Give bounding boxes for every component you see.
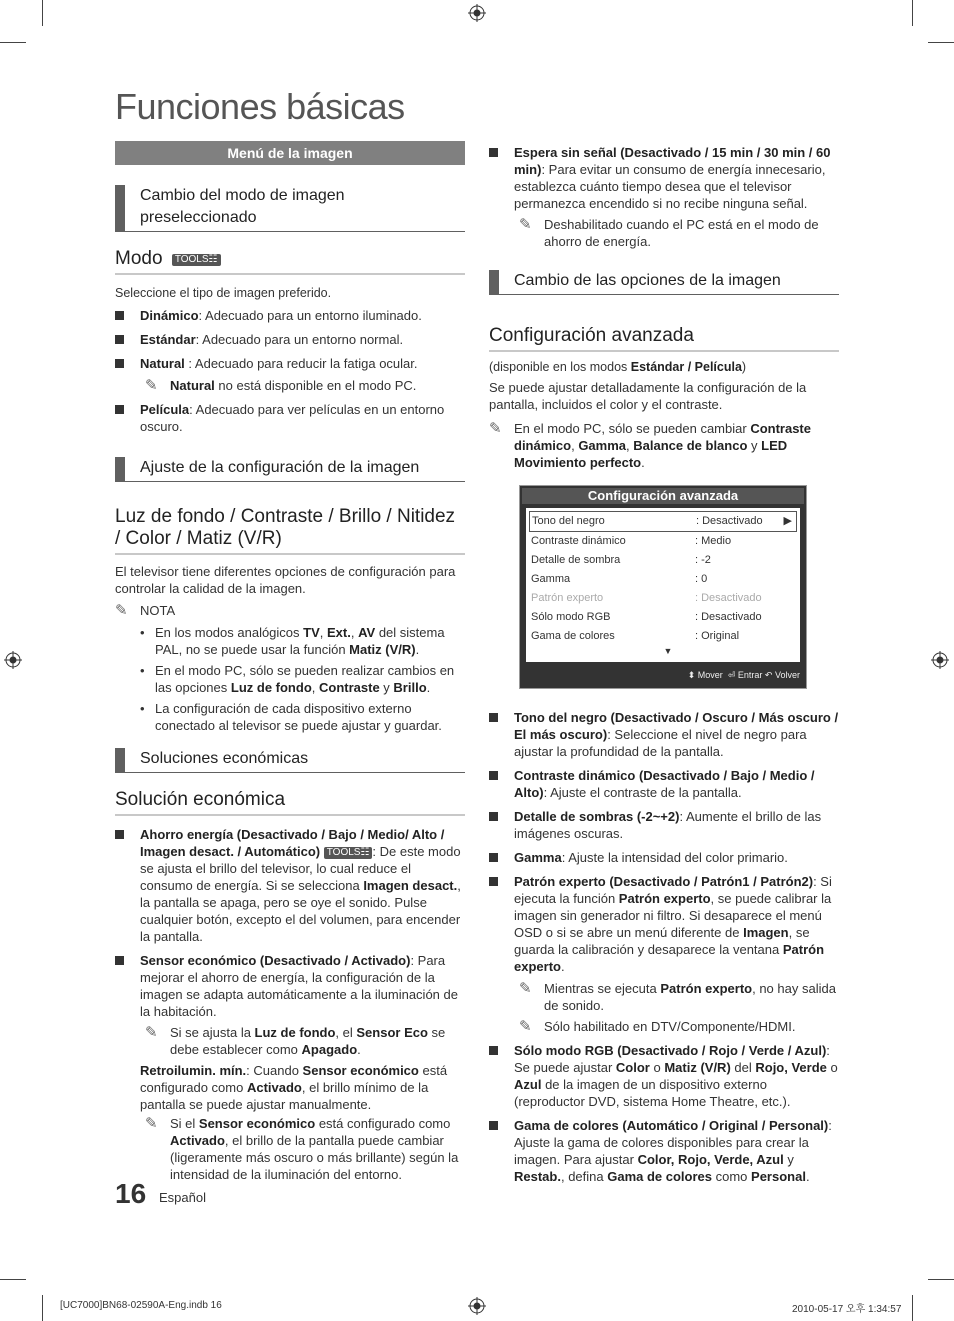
return-icon: ↶ xyxy=(764,670,773,680)
osd-title: Configuración avanzada xyxy=(522,488,804,504)
list-item: Dinámico: Adecuado para un entorno iluminado. xyxy=(115,307,465,324)
arrow-right-icon: ▶ xyxy=(783,515,792,527)
pencil-note-icon: ✎ xyxy=(519,980,532,997)
osd-menu-row[interactable]: Gamma : 0 xyxy=(531,573,708,585)
note-heading: ✎ NOTA xyxy=(115,602,176,619)
osd-menu-list xyxy=(526,508,800,662)
footer-file-info: [UC7000]BN68-02590A-Eng.indb 16 xyxy=(60,1300,222,1311)
page-language: Español xyxy=(159,1190,206,1205)
heading-text: Modo xyxy=(115,248,163,269)
crop-mark xyxy=(928,1279,954,1280)
list-item: Gama de colores (Automático / Original / Personal): Ajuste la gama de colores disponibles para crear la imagen. Para ajustar Color, Rojo, Verde, Azul y Restab., defina Gama de colores como Personal. xyxy=(489,1117,839,1185)
tools-icon: TOOLS☷ xyxy=(324,847,373,859)
list-item: Película: Adecuado para ver películas en un entorno oscuro. xyxy=(115,401,465,435)
list-item: Ahorro energía (Desactivado / Bajo / Medio/ Alto / Imagen desact. / Automático) TOOLS☷ : De este modo se ajusta el brillo del televisor, lo cual reduce el consumo de energía. Si se selecciona Imagen desact., la pantalla se apaga, pero se oye el sonido. Pulse cualquier botón, excepto el del volumen, para encender la pantalla. xyxy=(115,826,465,945)
list-item: Contraste dinámico (Desactivado / Bajo / Medio / Alto): Ajuste el contraste de la pantalla. xyxy=(489,767,839,801)
paragraph: Se puede ajustar detalladamente la configuración de la pantalla, incluidos el color y el contraste. xyxy=(489,380,807,412)
crop-mark xyxy=(42,0,43,26)
list-item: • En los modos analógicos TV, Ext., AV del sistema PAL, no se puede usar la función Matiz (V/R). xyxy=(140,625,445,657)
osd-menu-row[interactable]: Sólo modo RGB : Desactivado xyxy=(531,611,762,623)
section-banner: Menú de la imagen xyxy=(115,141,465,165)
osd-menu-row[interactable]: Detalle de sombra : -2 xyxy=(531,554,711,566)
pencil-note-icon: ✎ xyxy=(145,1024,158,1041)
subheading-picture-options: Cambio de las opciones de la imagen xyxy=(489,270,839,295)
updown-icon: ⬍ xyxy=(687,670,696,680)
enter-icon: ⏎ xyxy=(727,670,736,680)
crop-mark xyxy=(42,1295,43,1321)
subheading-preset-mode: Cambio del modo de imagen preseleccionado xyxy=(115,185,465,232)
list-item: Tono del negro (Desactivado / Oscuro / Más oscuro / El más oscuro): Seleccione el nivel de negro para ajustar la profundidad de la pantalla. xyxy=(489,709,839,760)
pencil-note-icon: ✎ xyxy=(519,1018,532,1035)
osd-menu-screenshot xyxy=(519,485,807,689)
paragraph: El televisor tiene diferentes opciones de configuración para controlar la calidad de la imagen. xyxy=(115,564,456,596)
note: ✎ Si se ajusta la Luz de fondo, el Sensor Eco se debe establecer como Apagado. xyxy=(145,1024,446,1057)
registration-mark-icon xyxy=(468,1297,486,1315)
list-item: Espera sin señal (Desactivado / 15 min / 30 min / 60 min): Para evitar un consumo de energía innecesario, establezca cuánto tiempo desea que el televisor permanezca encendido si no recibe ninguna señal. xyxy=(489,144,839,212)
paragraph: Seleccione el tipo de imagen preferido. xyxy=(115,286,332,300)
osd-menu-row[interactable]: Gama de colores : Original xyxy=(531,630,740,642)
footer-timestamp: 2010-05-17 오후 1:34:57 xyxy=(792,1304,902,1315)
page-title: Funciones básicas xyxy=(115,86,405,127)
registration-mark-icon xyxy=(4,651,22,669)
right-column xyxy=(489,141,839,1185)
osd-menu-row: Patrón experto : Desactivado xyxy=(531,592,762,604)
pencil-note-icon: ✎ xyxy=(145,377,158,394)
paragraph: Retroilumin. mín.: Cuando Sensor económico está configurado como Activado, el brillo mínimo de la pantalla se puede ajustar manualmente. xyxy=(140,1063,448,1112)
crop-mark xyxy=(928,42,954,43)
list-item: Patrón experto (Desactivado / Patrón1 / Patrón2): Si ejecuta la función Patrón experto, se puede calibrar la imagen sin generador ni filtro. Si desaparece el menú OSD o si se abre un menú diferente de Imagen, se guarda la calibración y desaparece la ventana Patrón experto. xyxy=(489,873,839,975)
heading-solucion-economica: Solución económica xyxy=(115,789,465,816)
crop-mark xyxy=(912,1295,913,1321)
heading-luz-de-fondo: Luz de fondo / Contraste / Brillo / Nitidez / Color / Matiz (V/R) xyxy=(115,506,465,555)
crop-mark xyxy=(0,1279,26,1280)
tools-icon: TOOLS☷ xyxy=(172,254,221,266)
note: ✎ Deshabilitado cuando el PC está en el modo de ahorro de energía. xyxy=(519,216,819,249)
note: ✎ Si el Sensor económico está configurado como Activado, el brillo de la pantalla puede cambiar (ligeramente más oscuro o más brillante) según la intensidad de la iluminación del entorno. xyxy=(145,1115,459,1182)
registration-mark-icon xyxy=(468,4,486,22)
note: ✎ Sólo habilitado en DTV/Componente/HDMI. xyxy=(519,1018,796,1035)
osd-menu-row[interactable]: Contraste dinámico : Medio xyxy=(531,535,732,547)
arrow-down-icon: ▼ xyxy=(663,646,673,656)
note: ✎ Mientras se ejecuta Patrón experto, no hay salida de sonido. xyxy=(519,980,836,1013)
list-item: Sólo modo RGB (Desactivado / Rojo / Verde / Azul): Se puede ajustar Color o Matiz (V/R) del Rojo, Verde o Azul de la imagen de un dispositivo externo (reproductor DVD, sistema Home Theatre, etc.). xyxy=(489,1042,839,1110)
list-item: Natural : Adecuado para reducir la fatiga ocular. xyxy=(115,355,465,372)
registration-mark-icon xyxy=(931,651,949,669)
list-item: Sensor económico (Desactivado / Activado): Para mejorar el ahorro de energía, la configuración de la imagen se adapta automáticamente a la iluminación de la habitación. xyxy=(115,952,465,1020)
pencil-note-icon: ✎ xyxy=(145,1115,158,1132)
left-column xyxy=(115,141,465,1183)
paragraph: (disponible en los modos Estándar / Película) xyxy=(489,360,747,374)
subheading-picture-settings: Ajuste de la configuración de la imagen xyxy=(115,457,465,482)
list-item: • La configuración de cada dispositivo externo conectado al televisor se puede ajustar y guardar. xyxy=(140,701,442,733)
list-item: • En el modo PC, sólo se pueden realizar cambios en las opciones Luz de fondo, Contraste y Brillo. xyxy=(140,663,455,695)
heading-configuracion-avanzada: Configuración avanzada xyxy=(489,325,839,352)
crop-mark xyxy=(912,0,913,26)
crop-mark xyxy=(0,42,26,43)
note: ✎ En el modo PC, sólo se pueden cambiar Contraste dinámico, Gamma, Balance de blanco y LED Movimiento perfecto. xyxy=(489,420,811,470)
page-number: 16 xyxy=(115,1178,147,1209)
subheading-economy: Soluciones económicas xyxy=(115,748,465,773)
osd-footer: ⬍ Mover ⏎ Entrar ↶ Volver xyxy=(687,670,800,680)
pencil-note-icon: ✎ xyxy=(519,216,532,233)
list-item: Detalle de sombras (-2~+2): Aumente el brillo de las imágenes oscuras. xyxy=(489,808,839,842)
list-item: Gamma: Ajuste la intensidad del color primario. xyxy=(489,849,839,866)
heading-modo xyxy=(115,248,465,275)
note: ✎ Natural no está disponible en el modo PC. xyxy=(145,377,417,394)
osd-menu-row[interactable]: Tono del negro : Desactivado ▶ xyxy=(529,511,797,532)
pencil-note-icon: ✎ xyxy=(489,420,502,437)
list-item: Estándar: Adecuado para un entorno normal. xyxy=(115,331,465,348)
pencil-note-icon: ✎ xyxy=(115,602,128,619)
